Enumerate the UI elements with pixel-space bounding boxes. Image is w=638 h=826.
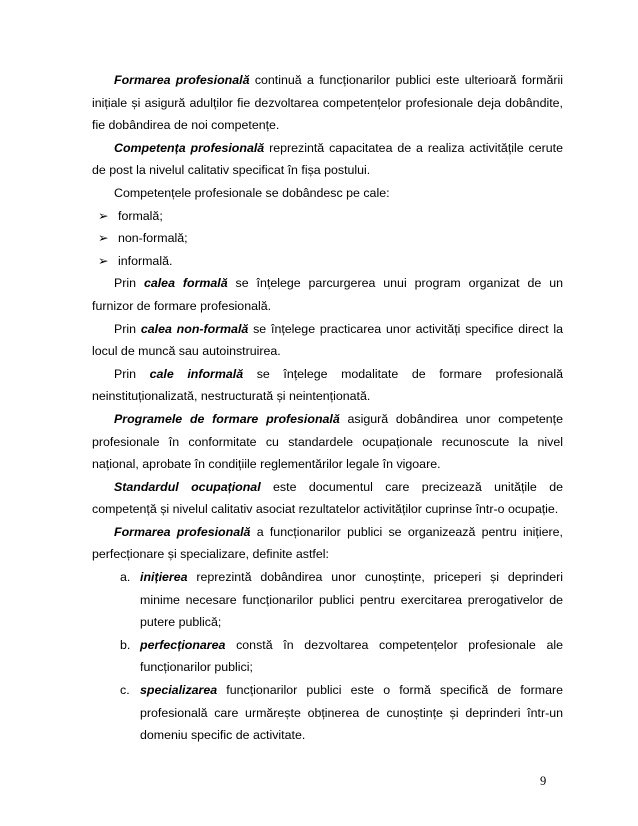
paragraph-text: este documentul care precizează unitățile de competență și nivelul calitativ asociat rezultatelor activităților cuprinse într-o ocupație. xyxy=(92,479,563,517)
list-item xyxy=(92,250,563,273)
paragraph-text: continuă a funcționarilor publici este ulterioară formării inițiale și asigură adulților fie dezvoltarea competențelor profesionale deja dobândite, fie dobândirea de noi competențe. xyxy=(92,73,563,133)
list-item xyxy=(92,634,563,679)
list-item-text: constă în dezvoltarea competențelor profesionale ale funcționarilor publici; xyxy=(140,637,563,675)
paragraph-cale-informala xyxy=(92,363,563,408)
paragraph-cale-formala xyxy=(92,272,563,317)
paragraph-text: reprezintă capacitatea de a realiza activitățile cerute de post la nivelul calitativ specificat în fișa postului. xyxy=(92,140,563,178)
term: specializarea xyxy=(140,683,218,698)
list-item-text: reprezintă dobândirea unor cunoștințe, priceperi și deprinderi minime necesare funcționarilor publici pentru exercitarea prerogativelor de putere publică; xyxy=(140,570,563,630)
term: perfecționarea xyxy=(140,637,226,652)
paragraph-programe xyxy=(92,408,563,476)
term: Competența profesională xyxy=(114,140,265,155)
term: Formarea profesională xyxy=(114,524,251,539)
term: calea formală xyxy=(143,276,228,291)
list-item xyxy=(92,679,563,747)
list-letter: c. xyxy=(120,683,130,698)
lettered-list xyxy=(92,566,563,747)
term: Formarea profesională xyxy=(114,73,250,87)
term: Standardul ocupațional xyxy=(114,479,261,494)
paragraph-text: se înțelege practicarea unor activități specifice direct la locul de muncă sau autoinstruirea. xyxy=(92,321,563,359)
paragraph-text: a funcționarilor publici se organizează pentru inițiere, perfecționare și specializare, definite astfel: xyxy=(92,524,563,562)
list-item xyxy=(92,227,563,250)
list-item-text: non-formală; xyxy=(118,231,188,246)
list-item-text: informală. xyxy=(118,253,173,268)
arrow-bullet-icon: ➢ xyxy=(98,253,109,268)
arrow-bullet-icon: ➢ xyxy=(98,231,109,246)
paragraph-competenta xyxy=(92,137,563,182)
paragraph-competente-intro xyxy=(92,182,563,205)
paragraph-cale-nonformala xyxy=(92,318,563,363)
paragraph-lead: Prin xyxy=(114,366,150,381)
paragraph-formare-continua xyxy=(92,69,563,137)
paragraph-text: Competențele profesionale se dobândesc pe cale: xyxy=(114,185,390,200)
page-number: 9 xyxy=(540,774,547,788)
term: cale informală xyxy=(149,366,244,381)
paragraph-formare-organizare xyxy=(92,521,563,566)
paragraph-standard xyxy=(92,476,563,521)
list-item-text: funcționarilor publici este o formă specifică de formare profesională care urmărește obținerea de cunoștințe și deprinderi într-un domeniu specific de activitate. xyxy=(140,683,563,743)
document-body xyxy=(92,69,563,747)
term: inițierea xyxy=(140,570,188,585)
bullet-list xyxy=(92,205,563,273)
list-item-text: formală; xyxy=(118,208,163,223)
paragraph-text: se înțelege modalitate de formare profesională neinstituționalizată, nestructurată și neintenționată. xyxy=(92,366,563,404)
paragraph-text: asigură dobândirea unor competențe profesionale în conformitate cu standardele ocupaționale recunoscute la nivel național, aprobate în condițiile reglementărilor legale în vigoare. xyxy=(92,411,563,472)
term: calea non-formală xyxy=(140,321,249,336)
paragraph-lead: Prin xyxy=(114,321,141,336)
paragraph-text: se înțelege parcurgerea unui program organizat de un furnizor de formare profesională. xyxy=(92,276,563,313)
list-item xyxy=(92,205,563,228)
list-letter: b. xyxy=(120,637,131,652)
list-item xyxy=(92,566,563,634)
list-letter: a. xyxy=(120,570,131,585)
arrow-bullet-icon: ➢ xyxy=(98,208,109,223)
paragraph-lead: Prin xyxy=(114,276,144,291)
term: Programele de formare profesională xyxy=(114,411,340,426)
